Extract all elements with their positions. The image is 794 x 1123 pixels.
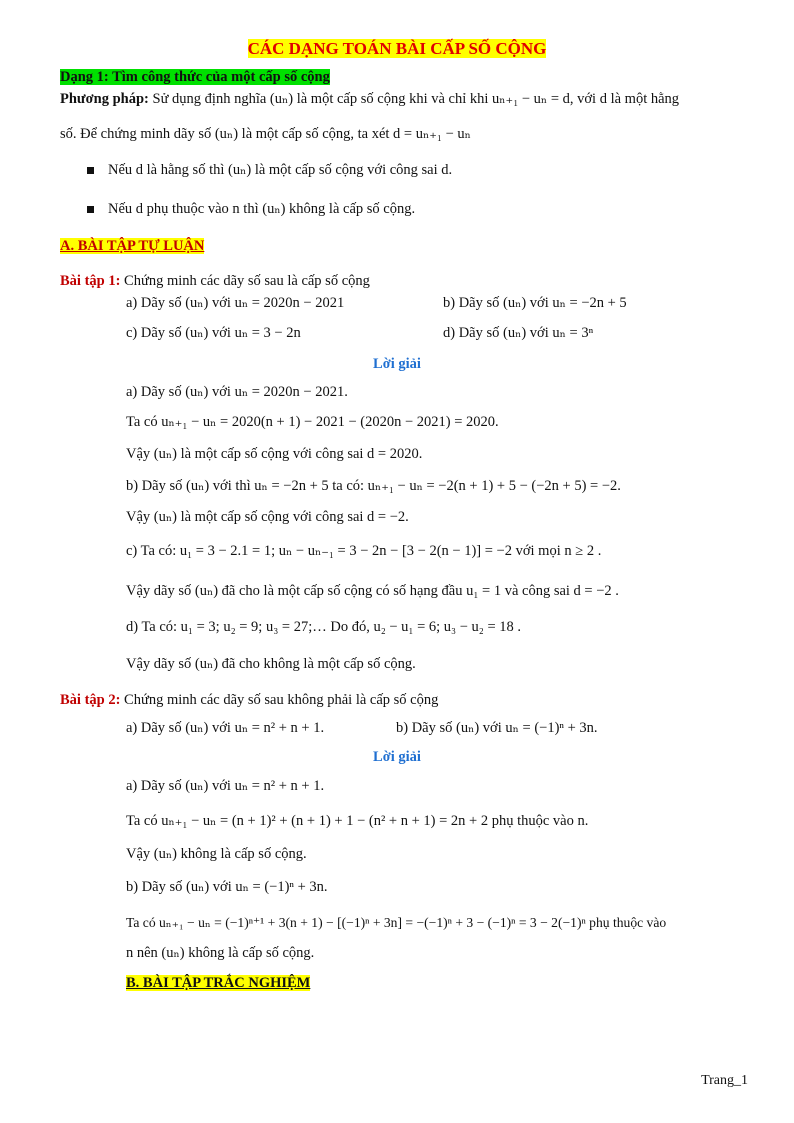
bt2-solution-line: Vậy (uₙ) không là cấp số cộng.	[126, 846, 307, 862]
bt1-solution-line: d) Ta có: u₁ = 3; u₂ = 9; u₃ = 27;… Do đó, u₂ − u₁ = 6; u₃ − u₂ = 18 .	[126, 619, 522, 635]
bt2-solution-line: Ta có uₙ₊₁ − uₙ = (n + 1)² + (n + 1) + 1 − (n² + n + 1) = 2n + 2 phụ thuộc vào n.	[126, 813, 589, 829]
bt2-solution-heading: Lời giải	[373, 749, 421, 765]
bt1-item-d: d) Dãy số (uₙ) với uₙ = 3ⁿ	[443, 325, 594, 341]
bullet-icon	[87, 167, 94, 174]
bt2-heading: Bài tập 2: Chứng minh các dãy số sau không phải là cấp số cộng	[60, 692, 439, 708]
bt2-solution-line: b) Dãy số (uₙ) với uₙ = (−1)ⁿ + 3n.	[126, 879, 328, 895]
method-bullet1: Nếu d là hằng số thì (uₙ) là một cấp số cộng với công sai d.	[108, 162, 453, 178]
bt1-heading: Bài tập 1: Chứng minh các dãy số sau là cấp số cộng	[60, 273, 370, 289]
bt1-solution-line: Vậy dãy số (uₙ) đã cho không là một cấp số cộng.	[126, 656, 416, 672]
bt2-solution-line: n nên (uₙ) không là cấp số cộng.	[126, 945, 315, 961]
bt1-solution-line: Ta có uₙ₊₁ − uₙ = 2020(n + 1) − 2021 − (2020n − 2021) = 2020.	[126, 414, 499, 430]
bt2-solution-line: a) Dãy số (uₙ) với uₙ = n² + n + 1.	[126, 778, 325, 794]
bt1-solution-line: Vậy (uₙ) là một cấp số cộng với công sai d = 2020.	[126, 446, 423, 462]
bt1-solution-line: Vậy dãy số (uₙ) đã cho là một cấp số cộng có số hạng đầu u₁ = 1 và công sai d = −2 .	[126, 583, 619, 599]
bt1-solution-line: b) Dãy số (uₙ) với thì uₙ = −2n + 5 ta có: uₙ₊₁ − uₙ = −2(n + 1) + 5 − (−2n + 5) = −2.	[126, 478, 621, 494]
page-number: Trang_1	[701, 1073, 748, 1088]
method-line1: Phương pháp: Sử dụng định nghĩa (uₙ) là một cấp số cộng khi và chỉ khi uₙ₊₁ − uₙ = d, với d là một hằng	[60, 91, 680, 107]
section-b-heading: B. BÀI TẬP TRẮC NGHIỆM	[126, 975, 311, 991]
bt1-solution-heading: Lời giải	[373, 356, 421, 372]
page-title: CÁC DẠNG TOÁN BÀI CẤP SỐ CỘNG	[247, 39, 547, 58]
bt1-item-b: b) Dãy số (uₙ) với uₙ = −2n + 5	[443, 295, 627, 311]
bullet-icon	[87, 206, 94, 213]
method-line2: số. Để chứng minh dãy số (uₙ) là một cấp số cộng, ta xét d = uₙ₊₁ − uₙ	[60, 126, 471, 142]
bt2-solution-line: Ta có uₙ₊₁ − uₙ = (−1)ⁿ⁺¹ + 3(n + 1) − [(−1)ⁿ + 3n] = −(−1)ⁿ + 3 − (−1)ⁿ = 3 − 2(−1)ⁿ phụ thuộc vào	[126, 915, 667, 930]
bt2-item-a: a) Dãy số (uₙ) với uₙ = n² + n + 1.	[126, 720, 325, 736]
dang1-heading: Dạng 1: Tìm công thức của một cấp số cộng	[60, 69, 330, 85]
bt1-item-c: c) Dãy số (uₙ) với uₙ = 3 − 2n	[126, 325, 301, 341]
bt1-solution-line: c) Ta có: u₁ = 3 − 2.1 = 1; uₙ − uₙ₋₁ = 3 − 2n − [3 − 2(n − 1)] = −2 với mọi n ≥ 2 .	[126, 543, 602, 559]
bt1-solution-line: Vậy (uₙ) là một cấp số cộng với công sai d = −2.	[126, 509, 409, 525]
bt2-item-b: b) Dãy số (uₙ) với uₙ = (−1)ⁿ + 3n.	[396, 720, 598, 736]
section-a-heading: A. BÀI TẬP TỰ LUẬN	[60, 238, 205, 254]
bt1-solution-line: a) Dãy số (uₙ) với uₙ = 2020n − 2021.	[126, 384, 348, 400]
bt1-item-a: a) Dãy số (uₙ) với uₙ = 2020n − 2021	[126, 295, 345, 311]
method-bullet2: Nếu d phụ thuộc vào n thì (uₙ) không là cấp số cộng.	[108, 201, 416, 217]
